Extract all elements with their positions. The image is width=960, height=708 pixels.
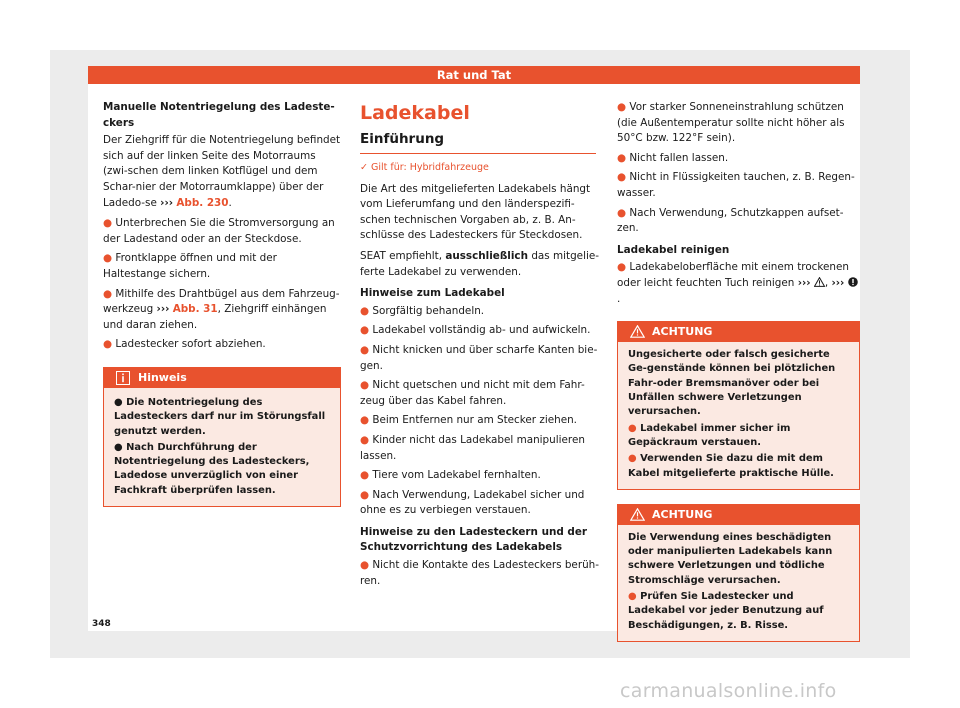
list-item: ● Nicht quetschen und nicht mit dem Fahr-zeug über das Kabel fahren. <box>360 379 585 407</box>
warning-body: Ungesicherte oder falsch gesicherte Ge-genstände können bei plötzlichen Fahr-oder Bremsmanöver oder bei Unfällen schwere Verletzungen verursachen. ● Ladekabel immer sicher im Gepäckraum verstauen. ● Verwenden Sie dazu die mit dem Kabel mitgelieferte praktische Hülle. <box>618 342 859 489</box>
bullet-icon: ● <box>360 488 370 501</box>
list-item: ● Nicht in Flüssigkeiten tauchen, z. B. Regen-wasser. <box>617 171 855 199</box>
list-item: ● Ladekabel vollständig ab- und aufwickeln. <box>360 324 591 337</box>
list-item: ● Verwenden Sie dazu die mit dem Kabel mitgelieferte praktische Hülle. <box>628 453 834 479</box>
list-item: ● Vor starker Sonneneinstrahlung schützen (die Außentemperatur sollte nicht höher als 50°C bzw. 122°F sein). <box>617 101 845 145</box>
list-item: ● Nicht knicken und über scharfe Kanten bie-gen. <box>360 343 598 372</box>
heading-schutz: Hinweise zu den Ladesteckern und der Schutzvorrichtung des Ladekabels <box>360 525 588 554</box>
list-item: ● Frontklappe öffnen und mit der Haltestange sichern. <box>103 252 277 280</box>
section-banner: Rat und Tat <box>88 66 860 84</box>
column-right <box>617 100 860 642</box>
paragraph: SEAT empfiehlt, ausschließlich das mitgelie-ferte Ladekabel zu verwenden. <box>360 249 599 278</box>
warning-ref-icon[interactable] <box>814 277 825 287</box>
section-title: Einführung <box>360 130 596 154</box>
list-item: ● Sorgfältig behandeln. <box>360 304 485 317</box>
warning-body: Die Verwendung eines beschädigten oder manipulierten Ladekabels kann schwere Verletzungen und tödliche Stromschläge verursachen. ● Prüfen Sie Ladestecker und Ladekabel vor jeder Benutzung auf Beschädigungen, z. B. Risse. <box>618 525 859 641</box>
list-item: ● Tiere vom Ladekabel fernhalten. <box>360 469 541 482</box>
column-left <box>103 100 341 507</box>
warning-icon <box>630 508 645 528</box>
heading-notentriegelung: Manuelle Notentriegelung des Ladeste-ckers <box>103 101 335 129</box>
list-item: ● Mithilfe des Drahtbügel aus dem Fahrzeug-werkzeug ››› Abb. 31, Ziehgriff einhängen und daran ziehen. <box>103 287 340 331</box>
figure-link-31[interactable]: Abb. 31 <box>172 303 218 316</box>
bullet-icon: ● <box>114 441 123 453</box>
bullet-icon: ● <box>360 379 370 392</box>
bullet-icon: ● <box>360 343 370 356</box>
bullet-icon: ● <box>103 217 113 230</box>
intro-paragraph: Der Ziehgriff für die Notentriegelung befindet sich auf der linken Seite des Motorraums (zwi-schen dem linken Kotflügel und dem Schar-nier der Motorraumklappe) über der Ladedo-se ››› Abb. 230. <box>103 134 341 209</box>
reference-arrow: ››› <box>160 196 174 209</box>
bullet-icon: ● <box>617 206 627 219</box>
notice-ref-icon[interactable] <box>848 277 858 287</box>
bullet-icon: ● <box>617 261 627 274</box>
bullet-icon: ● <box>114 396 123 408</box>
paragraph: Die Art des mitgelieferten Ladekabels hängt vom Lieferumfang und den länderspezifi-schen technischen Vorgaben ab, z. B. An-schlüsse des Ladesteckers für Steckdosen. <box>360 182 591 242</box>
warning-icon <box>630 325 645 345</box>
bullet-icon: ● <box>628 453 637 465</box>
list-item: ● Nicht die Kontakte des Ladesteckers berüh-ren. <box>360 559 600 587</box>
list-item: ● Prüfen Sie Ladestecker und Ladekabel vor jeder Benutzung auf Beschädigungen, z. B. Risse. <box>628 590 824 631</box>
list-item: ● Ladekabel immer sicher im Gepäckraum verstauen. <box>628 422 791 448</box>
heading-reinigen: Ladekabel reinigen <box>617 243 730 256</box>
warning-header: ACHTUNG <box>618 505 859 525</box>
list-item: ● Beim Entfernen nur am Stecker ziehen. <box>360 414 577 427</box>
bullet-icon: ● <box>617 171 627 184</box>
check-icon: ✓ <box>360 162 368 173</box>
bullet-icon: ● <box>617 151 627 164</box>
bullet-icon: ● <box>360 469 370 482</box>
warning-header: ACHTUNG <box>618 322 859 342</box>
bullet-icon: ● <box>360 559 370 572</box>
note-header: Hinweis <box>104 368 340 388</box>
list-item: ● Ladestecker sofort abziehen. <box>103 338 266 351</box>
bullet-icon: ● <box>360 433 370 446</box>
warning-box-2 <box>617 504 860 642</box>
bullet-icon: ● <box>360 414 370 427</box>
info-icon <box>116 371 130 392</box>
watermark: carmanualsonline.info <box>620 680 837 702</box>
bullet-icon: ● <box>360 304 370 317</box>
chapter-title: Ladekabel <box>360 102 470 124</box>
reference-arrow: ››› <box>797 276 811 289</box>
bullet-icon: ● <box>360 324 370 337</box>
bullet-icon: ● <box>103 252 113 265</box>
bullet-icon: ● <box>628 590 637 602</box>
bullet-icon: ● <box>103 338 113 351</box>
list-item: ● Kinder nicht das Ladekabel manipulieren lassen. <box>360 433 585 462</box>
list-item: ● Nach Verwendung, Schutzkappen aufset-zen. <box>617 206 844 235</box>
list-item: ● Nicht fallen lassen. <box>617 151 729 164</box>
bullet-icon: ● <box>103 287 113 300</box>
warning-box-1 <box>617 321 860 490</box>
reference-arrow: ››› <box>156 303 170 316</box>
reference-arrow: ››› <box>831 276 845 289</box>
note-box <box>103 367 341 507</box>
applies-to: ✓ Gilt für: Hybridfahrzeuge <box>360 162 489 173</box>
figure-link-230[interactable]: Abb. 230 <box>176 196 229 209</box>
bullet-icon: ● <box>628 422 637 434</box>
page-number: 348 <box>92 619 111 629</box>
list-item: ● Nach Verwendung, Ladekabel sicher und ohne es zu verbiegen verstauen. <box>360 488 585 517</box>
bullet-icon: ● <box>617 101 627 113</box>
note-body <box>104 388 340 506</box>
list-item: ● Nach Durchführung der Notentriegelung des Ladesteckers, Ladedose unverzüglich von einer Fachkraft überprüfen lassen. <box>114 441 310 496</box>
list-item: ● Unterbrechen Sie die Stromversorgung an der Ladestand oder an der Steckdose. <box>103 217 335 245</box>
column-middle <box>360 100 600 593</box>
list-item: ● Die Notentriegelung des Ladesteckers darf nur im Störungsfall genutzt werden. <box>114 396 326 437</box>
list-item: ● Ladekabeloberfläche mit einem trockenen oder leicht feuchten Tuch reinigen ››› , ››› . <box>617 260 860 307</box>
heading-hinweise: Hinweise zum Ladekabel <box>360 287 505 300</box>
